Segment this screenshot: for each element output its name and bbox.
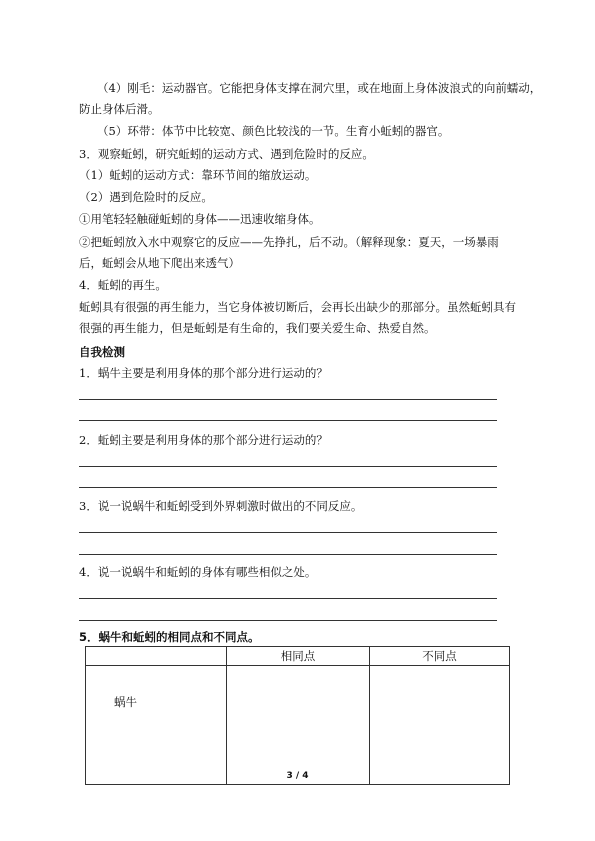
answer-line[interactable] [79, 420, 497, 421]
answer-line[interactable] [79, 598, 497, 599]
paragraph-bristles: （4）刚毛：运动器官。它能把身体支撑在洞穴里，或在地面上身体波浪式的向前蠕动， [97, 81, 542, 95]
answer-line[interactable] [79, 466, 497, 467]
table-row-label: 蜗牛 [86, 666, 227, 785]
question-2: 2．蚯蚓主要是利用身体的那个部分进行运动的？ [79, 433, 328, 447]
answer-line[interactable] [79, 532, 497, 533]
section-title: 自我检测 [79, 345, 125, 359]
paragraph-movement: （1）蚯蚓的运动方式：靠环节间的缩放运动。 [79, 168, 317, 182]
paragraph-regen-cont: 很强的再生能力，但是蚯蚓是有生命的，我们要关爱生命、热爱自然。 [79, 321, 436, 335]
paragraph-water: ②把蚯蚓放入水中观察它的反应——先挣扎，后不动。（解释现象：夏天，一场暴雨 [79, 235, 499, 249]
question-3: 3．说一说蜗牛和蚯蚓受到外界刺激时做出的不同反应。 [79, 499, 363, 513]
table-cell-different[interactable] [370, 666, 510, 785]
question-4: 4．说一说蜗牛和蚯蚓的身体有哪些相似之处。 [79, 565, 317, 579]
table-cell-same[interactable] [227, 666, 370, 785]
paragraph-water-cont: 后，蚯蚓会从地下爬出来透气） [79, 256, 240, 270]
paragraph-observe: 3．观察蚯蚓，研究蚯蚓的运动方式、遇到危险时的反应。 [79, 147, 374, 161]
question-5: 5．蜗牛和蚯蚓的相同点和不同点。 [79, 630, 260, 644]
table-header-same: 相同点 [227, 647, 370, 666]
paragraph-danger: （2）遇到危险时的反应。 [79, 190, 213, 204]
paragraph-regen: 蚯蚓具有很强的再生能力，当它身体被切断后，会再长出缺少的那部分。虽然蚯蚓具有 [79, 300, 516, 314]
paragraph-touch: ①用笔轻轻触碰蚯蚓的身体——迅速收缩身体。 [79, 212, 321, 226]
table-header-row [86, 647, 510, 666]
table-header-empty [86, 647, 227, 666]
page-number: 3 / 4 [286, 771, 309, 781]
answer-line[interactable] [79, 399, 497, 400]
answer-line[interactable] [79, 620, 497, 621]
table-row [86, 666, 510, 785]
table-header-different: 不同点 [370, 647, 510, 666]
answer-line[interactable] [79, 487, 497, 488]
paragraph-bristles-cont: 防止身体后滑。 [79, 102, 160, 116]
paragraph-clitellum: （5）环带：体节中比较宽、颜色比较浅的一节。生育小蚯蚓的器官。 [97, 124, 450, 138]
comparison-table [85, 646, 510, 785]
answer-line[interactable] [79, 554, 497, 555]
question-1: 1．蜗牛主要是利用身体的那个部分进行运动的？ [79, 366, 328, 380]
paragraph-regen-heading: 4．蚯蚓的再生。 [79, 278, 167, 292]
